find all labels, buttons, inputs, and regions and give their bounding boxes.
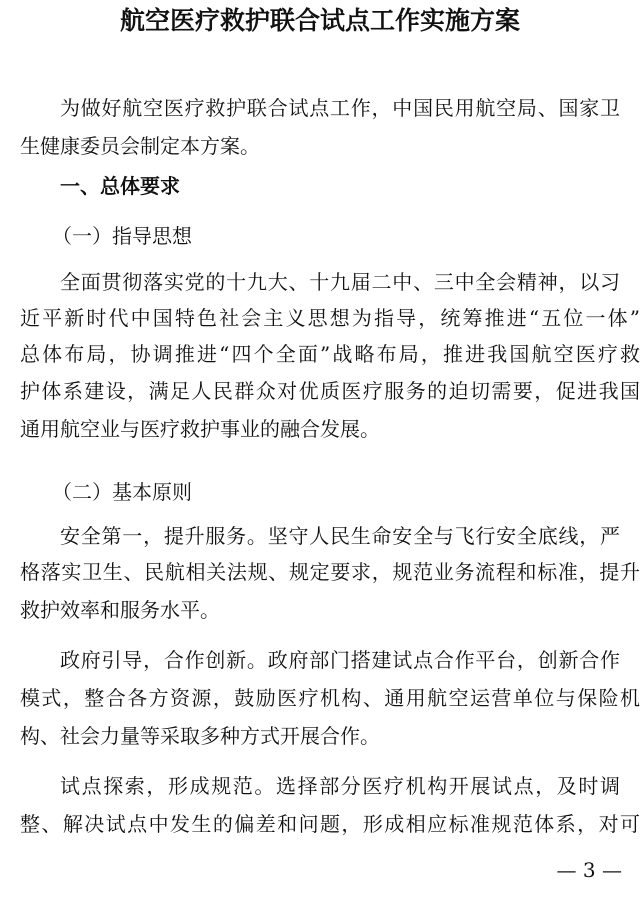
intro-line-2: 生健康委员会制定本方案。 bbox=[20, 134, 260, 158]
guiding-ideology-line-4: 护体系建设，满足人民群众对优质医疗服务的迫切需要，促进我国 bbox=[20, 379, 640, 403]
principles-paragraph-2-line-2: 模式，整合各方资源，鼓励医疗机构、通用航空运营单位与保险机 bbox=[20, 686, 640, 710]
principles-paragraph-2-line-3: 构、社会力量等采取多种方式开展合作。 bbox=[20, 724, 380, 748]
section-heading-overall-requirements: 一、总体要求 bbox=[60, 174, 180, 198]
principles-paragraph-1-line-2: 格落实卫生、民航相关法规、规定要求，规范业务流程和标准，提升 bbox=[20, 560, 640, 584]
page-number: — 3 — bbox=[556, 858, 622, 882]
document-title: 航空医疗救护联合试点工作实施方案 bbox=[119, 6, 520, 35]
guiding-ideology-line-5: 通用航空业与医疗救护事业的融合发展。 bbox=[20, 417, 380, 441]
subsection-heading-basic-principles: （二）基本原则 bbox=[52, 480, 192, 504]
subsection-heading-guiding-ideology: （一）指导思想 bbox=[52, 224, 192, 248]
principles-paragraph-3-line-1: 试点探索，形成规范。选择部分医疗机构开展试点，及时调 bbox=[60, 774, 620, 798]
principles-paragraph-2-line-1: 政府引导，合作创新。政府部门搭建试点合作平台，创新合作 bbox=[60, 648, 620, 672]
principles-paragraph-1-line-3: 救护效率和服务水平。 bbox=[20, 598, 220, 622]
guiding-ideology-line-1: 全面贯彻落实党的十九大、十九届二中、三中全会精神，以习 bbox=[60, 270, 620, 294]
guiding-ideology-line-2: 近平新时代中国特色社会主义思想为指导，统筹推进“五位一体” bbox=[20, 306, 640, 330]
guiding-ideology-line-3: 总体布局，协调推进“四个全面”战略布局，推进我国航空医疗救 bbox=[20, 342, 640, 366]
intro-line-1: 为做好航空医疗救护联合试点工作，中国民用航空局、国家卫 bbox=[60, 96, 620, 120]
principles-paragraph-1-line-1: 安全第一，提升服务。坚守人民生命安全与飞行安全底线，严 bbox=[60, 524, 620, 548]
principles-paragraph-3-line-2: 整、解决试点中发生的偏差和问题，形成相应标准规范体系，对可 bbox=[20, 812, 640, 836]
